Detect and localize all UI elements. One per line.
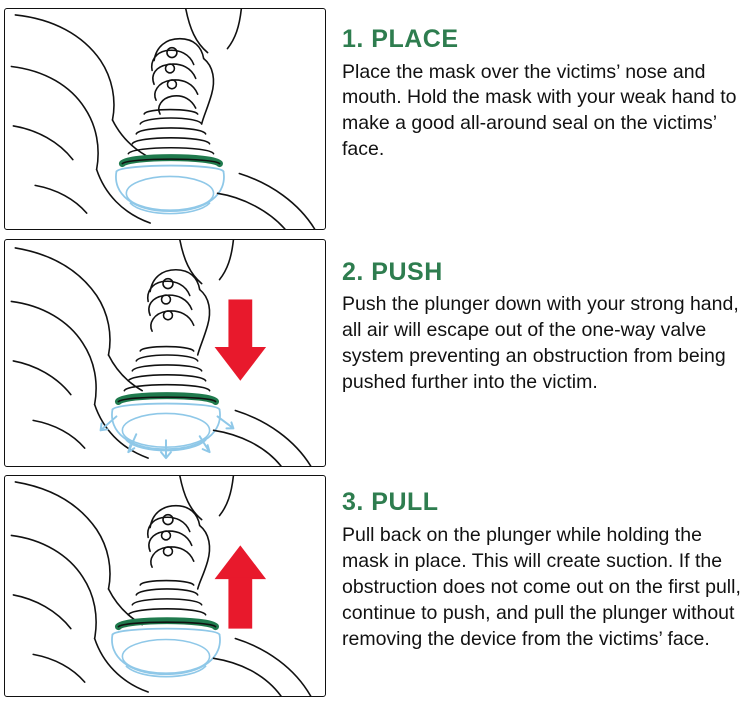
down-arrow-icon xyxy=(215,299,267,380)
step-2-text xyxy=(326,235,744,396)
step-2-title: 2. PUSH xyxy=(342,257,443,286)
step-3-title: 3. PULL xyxy=(342,488,439,517)
place-illustration xyxy=(4,8,326,230)
step-row-2 xyxy=(4,235,744,472)
push-illustration xyxy=(4,239,326,467)
pull-illustration xyxy=(4,475,326,697)
step-1-text xyxy=(326,4,744,163)
step-row-3 xyxy=(4,471,744,702)
up-arrow-icon xyxy=(215,546,267,629)
step-3-text xyxy=(326,471,744,652)
step-1-title: 1. PLACE xyxy=(342,25,459,53)
step-3-body: Pull back on the plunger while holding the mask in place. This will create suction. If the obstruction does not come out on the first pull, continue to push, and pull the plunger without removing the device from the victims’ face. xyxy=(342,523,741,650)
step-1-body: Place the mask over the victims’ nose and mouth. Hold the mask with your weak hand to make a good all-around seal on the victims’ face. xyxy=(342,60,737,161)
step-row-1 xyxy=(4,4,744,235)
step-2-body: Push the plunger down with your strong hand, all air will escape out of the one-way valve system preventing an obstruction from being pushed further into the victim. xyxy=(342,293,739,393)
